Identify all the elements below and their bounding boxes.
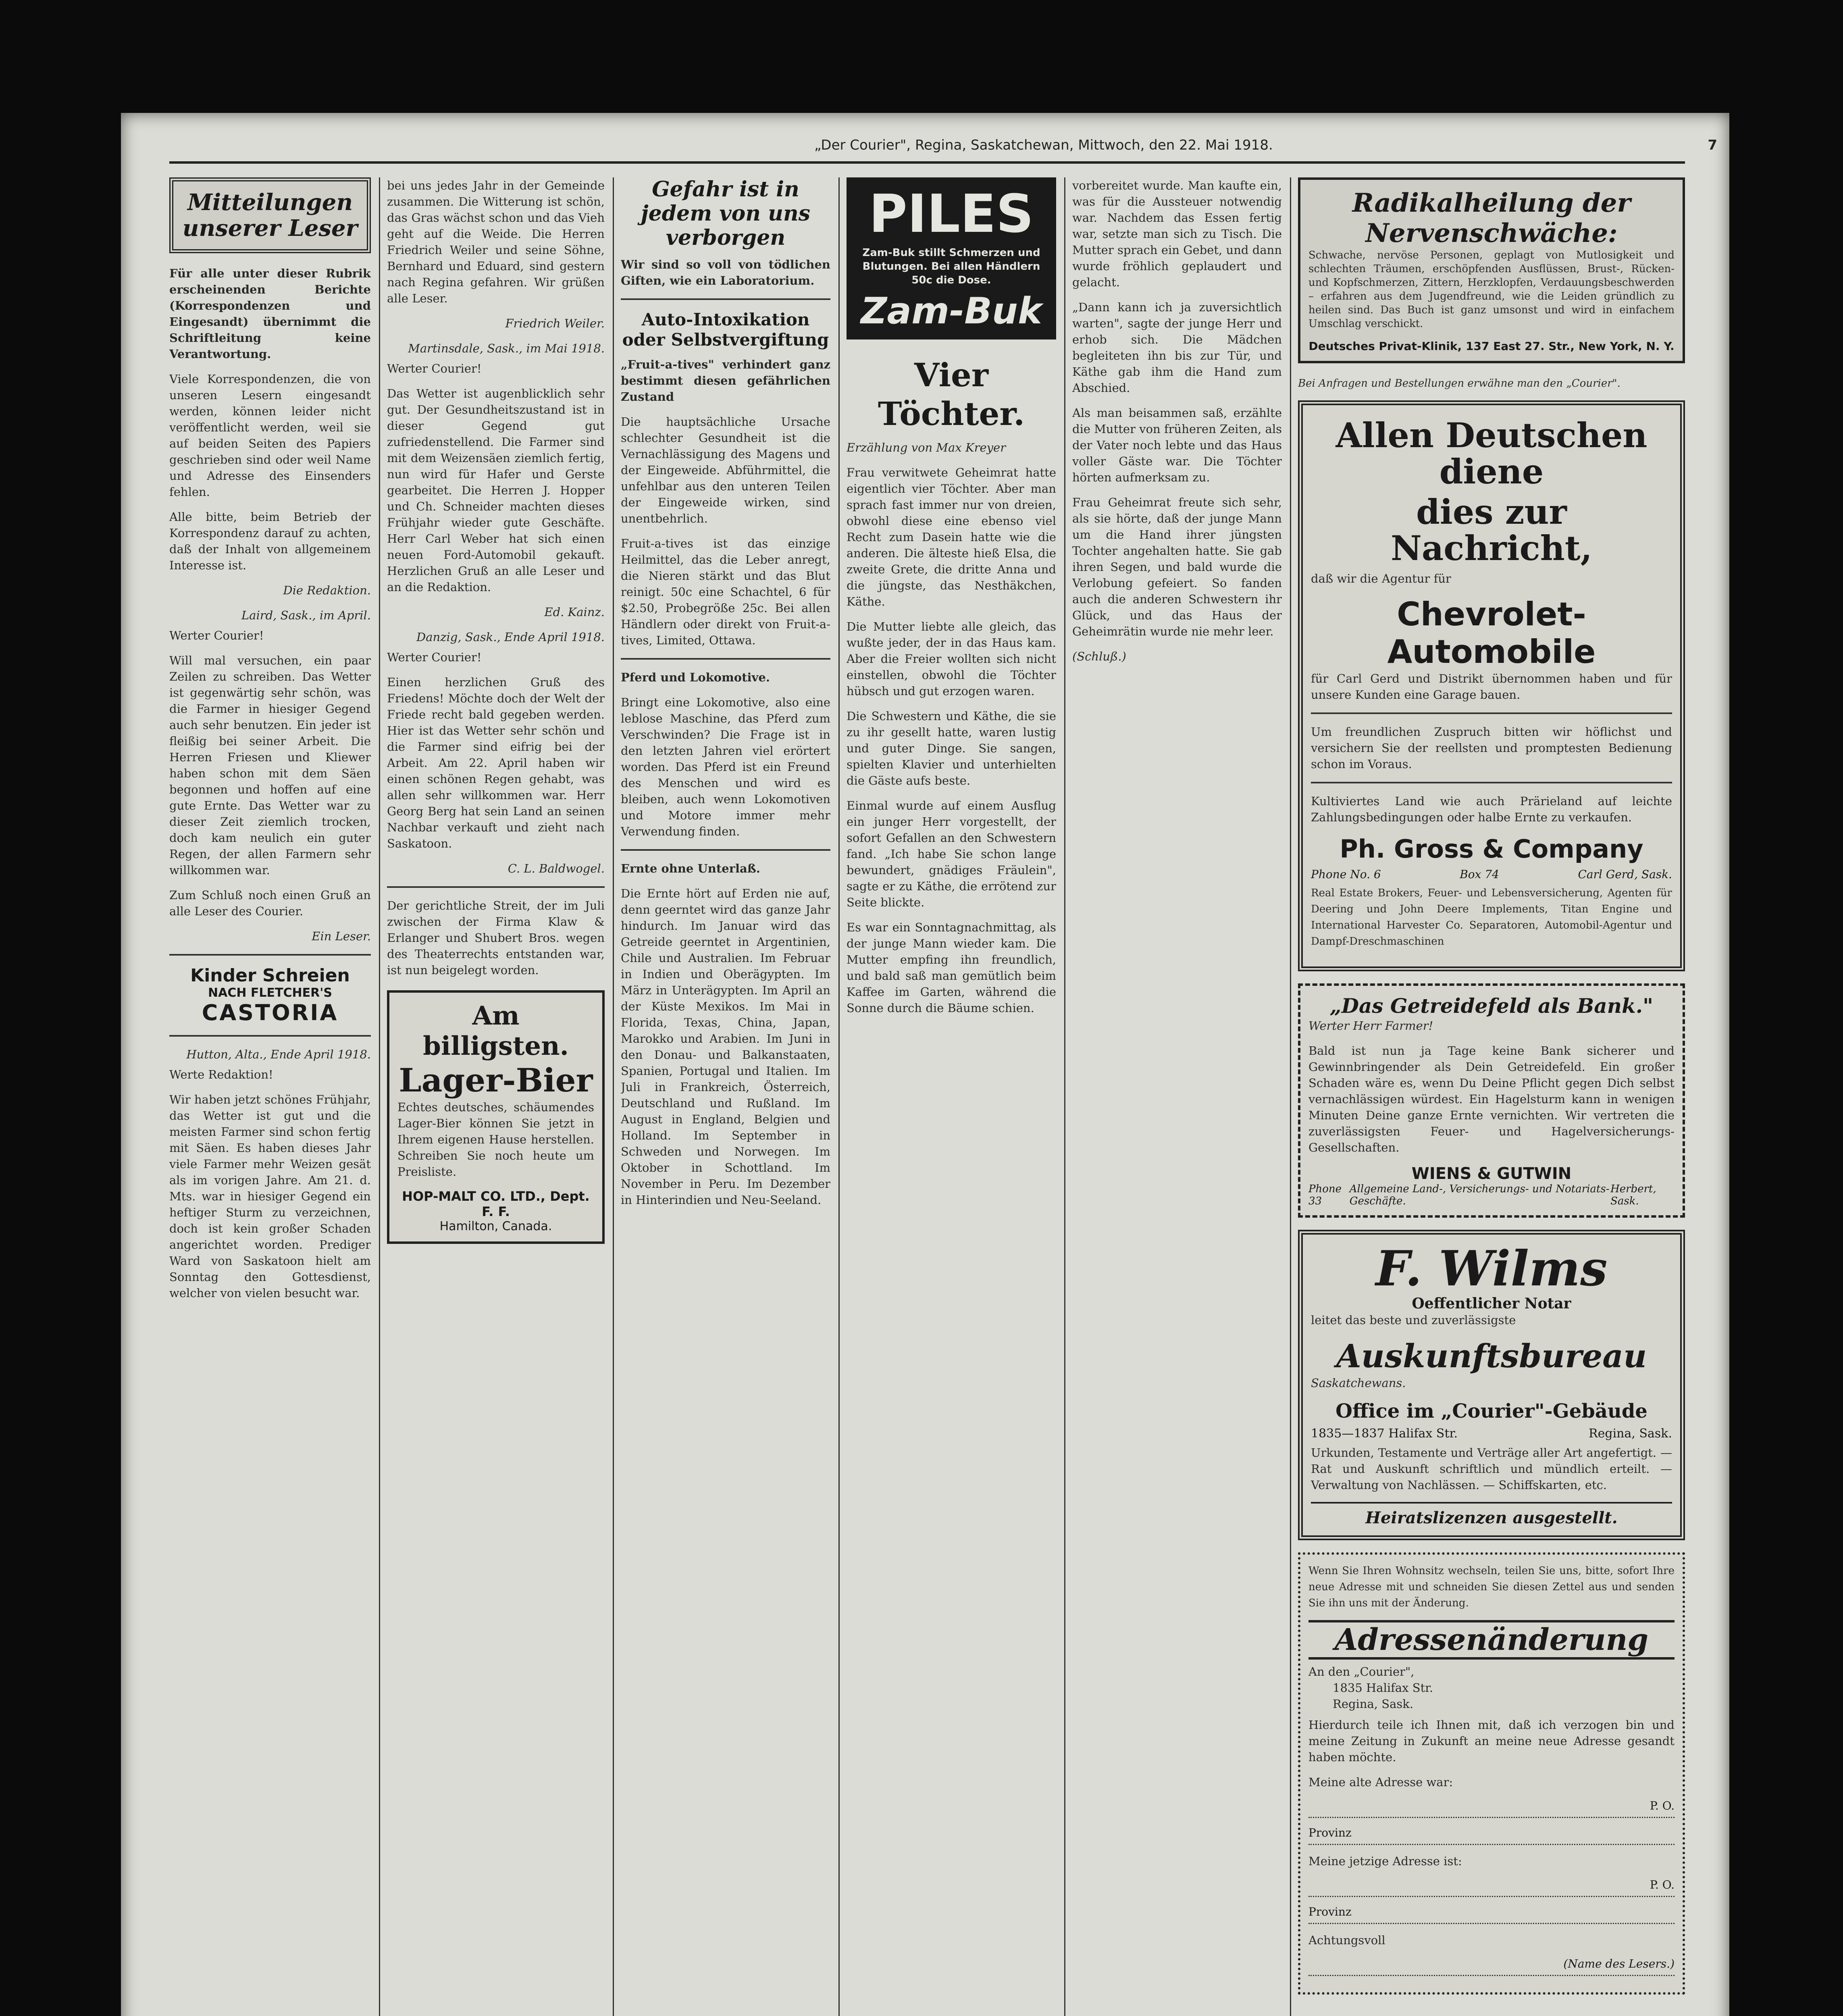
chevrolet-line4: für Carl Gerd und Distrikt übernommen haben und für unsere Kunden eine Garage bauen. (1311, 672, 1672, 702)
getreide-ad (1298, 983, 1685, 1218)
new-province-label: Provinz (1308, 1905, 1352, 1918)
letter-a-text: Das Wetter ist augenblicklich sehr gut. Der Gesundheitszustand ist in dieser Gegend gut zufriedenstellend. Die Farmer sind mit dem Weizensäen ziemlich fertig, nun wird für Hafer und Gerste gearbeitet. Die Herren J. Hopper und Ch. Schneider machten dieses Frühjahr wieder gute Geschäfte. Herr Carl Weber hat sich einen neuen Ford-Automobil gekauft. Herzlichen Gruß an alle Leser und an die Redaktion. (387, 387, 605, 594)
story-p3: Die Schwestern und Käthe, die sie zu ihr gesellt hatte, waren lustig und guter Dinge. Sie sangen, spielten Klavier und unterhielten die Gäste aufs beste. (847, 709, 1056, 787)
horse-text: Bringt eine Lokomotive, also eine leblose Maschine, das Pferd zum Verschwinden? Die Frage ist in den letzten Jahren viel erörtert worden. Das Pferd ist ein Freund des Menschen und wird es bleiben, auch wenn Lokomotiven und Motore immer mehr Verwendung finden. (621, 696, 830, 838)
chevrolet-line6: Kultiviertes Land wie auch Prärieland auf leichte Zahlungsbedingungen oder halbe Ernte zu verkaufen. (1311, 794, 1672, 824)
piles-title: PILES (869, 183, 1034, 244)
castoria-line2: NACH FLETCHER'S (208, 986, 332, 1000)
radikal-text: Schwache, nervöse Personen, geplagt von Mutlosigkeit und schlechten Träumen, erschöpfenden Ausflüssen, Brust-, Rücken- und Kopfschmerzen, Zittern, Herzklopfen, Verdauungsbeschwerden – erfahren aus dem Jugendfreund, wie die Leiden gründlich zu heilen sind. Das Buch ist ganz umsonst und wird in einfachem Umschlag verschickt. (1308, 249, 1675, 330)
address-to-city: Regina, Sask. (1333, 1697, 1414, 1711)
letter-b-salutation: Werter Courier! (387, 650, 482, 664)
wilms-address-row (1311, 1427, 1672, 1441)
reader-name-label: (Name des Lesers.) (1563, 1957, 1675, 1970)
wiens-desc: Allgemeine Land-, Versicherungs- und Notariats-Geschäfte. (1349, 1183, 1610, 1207)
new-po-label: P. O. (1650, 1878, 1675, 1891)
story-cont4: Frau Geheimrat freute sich sehr, als sie hörte, daß der junge Mann um die Hand ihrer jüngsten Tochter angehalten hatte. Sie gab ihren Segen, und bald wurde die Verlobung gefeiert. So fanden auch die anderen Schwestern ihr Glück, und das Haus der Geheimrätin wurde nie mehr leer. (1072, 496, 1282, 638)
column-6 (1298, 177, 1685, 2016)
divider (169, 954, 371, 956)
column-rule (838, 177, 840, 2016)
wiens-company: WIENS & GUTWIN (1411, 1164, 1572, 1183)
address-regards: Achtungsvoll (1308, 1933, 1385, 1947)
header-title: „Der Courier", Regina, Saskatchewan, Mittwoch, den 22. Mai 1918. (814, 137, 1273, 153)
radikal-note: Bei Anfragen und Bestellungen erwähne man den „Courier". (1298, 377, 1620, 389)
column-rule (1290, 177, 1291, 2016)
radikal-heading (1308, 188, 1675, 248)
radikal-title1: Radikalheilung der (1352, 188, 1631, 218)
address-to: An den „Courier", (1308, 1665, 1414, 1679)
column-rule (1064, 177, 1065, 2016)
chevrolet-line2: dies zur Nachricht, (1391, 492, 1592, 568)
wiens-contact (1308, 1183, 1675, 1207)
court-text: Der gerichtliche Streit, der im Juli zwischen der Firma Klaw & Erlanger und Shubert Bros. wegen des Theaterrechts entstanden war, ist nun beigelegt worden. (387, 899, 605, 977)
chevrolet-brand: Chevrolet-Automobile (1387, 596, 1596, 671)
castoria-ad (169, 965, 371, 1025)
letter-cont: bei uns jedes Jahr in der Gemeinde zusammen. Die Witterung ist schön, das Gras wächst schon und das Vieh geht auf die Weide. Die Herren Friedrich Weiler und seine Söhne, Bernhard und Eduard, sind gestern nach Regina gefahren. Wir grüßen alle Leser. (387, 179, 605, 305)
wilms-licenses: Heiratslizenzen ausgestellt. (1311, 1502, 1672, 1527)
letter-a-place: Martinsdale, Sask., im Mai 1918. (408, 342, 605, 355)
address-title: Adressenänderung (1308, 1620, 1675, 1660)
deck-danger: Wir sind so voll von tödlichen Giften, wie ein Laboratorium. (621, 258, 830, 287)
letter-b-text: Einen herzlichen Gruß des Friedens! Möchte doch der Welt der Friede recht bald gegeben werden. Hier ist das Wetter sehr schön und die Farmer sind eifrig bei der Arbeit. Am 22. April haben wir einen schönen Regen gehabt, was allen sehr willkommen war. Herr Georg Berg hat sein Land an seinen Nachbar verkauft und zieht nach Saskatoon. (387, 675, 605, 850)
gross-contact (1311, 868, 1672, 881)
column-rule (379, 177, 380, 2016)
autointox-text2: Fruit-a-tives ist das einzige Heilmittel, das die Leber anregt, die Nieren stärkt und das Blut reinigt. 50c eine Schachtel, 6 für $2.50, Probegröße 25c. Bei allen Händlern oder direkt von Fruit-a-tives, Limited, Ottawa. (621, 537, 830, 647)
gross-company: Ph. Gross & Company (1340, 834, 1643, 864)
gross-city: Carl Gerd, Sask. (1578, 868, 1672, 881)
wiens-phone: Phone 33 (1308, 1183, 1342, 1207)
letter2-place: Hutton, Alta., Ende April 1918. (186, 1048, 371, 1061)
getreide-title: „Das Getreidefeld als Bank." (1329, 994, 1654, 1018)
old-province-field[interactable] (1308, 1826, 1675, 1845)
lager-company: HOP-MALT CO. LTD., Dept. F. F. (402, 1189, 590, 1219)
rubric-p1: Viele Korrespondenzen, die von unseren Lesern eingesandt werden, können leider nicht veröffentlicht werden, weil sie auf beiden Seiten des Papiers geschrieben sind oder weil Name und Adresse des Einsenders fehlen. (169, 372, 371, 499)
rubric-p2: Alle bitte, beim Betrieb der Korrespondenz darauf zu achten, daß der Inhalt von allgemeinem Interesse ist. (169, 510, 371, 572)
lager-bier-ad (387, 990, 605, 1244)
letter-b-place: Danzig, Sask., Ende April 1918. (416, 630, 605, 644)
header-rule (169, 161, 1685, 164)
old-province-label: Provinz (1308, 1826, 1352, 1839)
letter2-text: Wir haben jetzt schönes Frühjahr, das Wetter ist gut und die meisten Farmer sind schon fertig mit Säen. Es haben dieses Jahr viele Farmer mehr Weizen gesät als im vorigen Jahre. Am 21. d. Mts. war in hiesiger Gegend ein heftiger Sturm zu verzeichnen, doch ist kein großer Schaden angerichtet worden. Prediger Ward von Saskatoon hielt am Sonntag den Gottesdienst, welcher von vielen besucht war. (169, 1093, 371, 1300)
section-harvest: Ernte ohne Unterlaß. (621, 862, 760, 875)
story-byline: Erzählung von Max Kreyer (847, 441, 1006, 454)
getreide-salutation: Werter Herr Farmer! (1308, 1019, 1433, 1033)
page-header (121, 129, 1729, 161)
piles-ad (847, 177, 1056, 339)
deck-autointox: „Fruit-a-tives" verhindert ganz bestimmt diesen gefährlichen Zustand (621, 358, 830, 404)
story-p1: Frau verwitwete Geheimrat hatte eigentlich vier Töchter. Aber man sprach fast immer nur von dreien, obwohl diese eine ebenso viel Recht zum Dasein hatte wie die anderen. Die älteste hieß Elsa, die zweite Grete, die dritte Anna und die jüngste, das Nesthäkchen, Käthe. (847, 466, 1056, 608)
wilms-title: Oeffentlicher Notar (1412, 1295, 1571, 1312)
divider (169, 1035, 371, 1037)
story-cont2: „Dann kann ich ja zuversichtlich warten", sagte der junge Herr und erhob sich. Die Mädchen begleiteten ihn bis zur Tür, und Käthe gab ihm die Hand zum Abschied. (1072, 300, 1282, 395)
letter2-salutation: Werte Redaktion! (169, 1068, 273, 1081)
divider (387, 886, 605, 888)
castoria-line1: Kinder Schreien (190, 965, 350, 986)
column-4 (847, 177, 1056, 2016)
new-po-field[interactable] (1308, 1878, 1675, 1897)
divider (1311, 712, 1672, 714)
column-3 (621, 177, 830, 2016)
story-cont1: vorbereitet wurde. Man kaufte ein, was für die Aussteuer notwendig war. Nachdem das Essen fertig war, setzte man sich zu Tisch. Die Mutter sprach ein Gebet, und dann wurde fröhlich geplaudert und gelacht. (1072, 179, 1282, 289)
gross-services: Real Estate Brokers, Feuer- und Lebensversicherung, Agenten für Deering und John Deere Implements, Titan Engine und International Harvester Co. Separatoren, Automobil-Agentur und Dampf-Dreschmaschinen (1311, 887, 1672, 948)
story-p5: Es war ein Sonntagnachmittag, als der junge Mann wieder kam. Die Mutter empfing ihn freundlich, und bald saß man gemütlich beim Kaffee im Garten, während die Sonne durch die Bäume schien. (847, 921, 1056, 1015)
radikal-title2: Nervenschwäche: (1365, 218, 1618, 248)
old-po-field[interactable] (1308, 1799, 1675, 1818)
wilms-office: Office im „Courier"-Gebäude (1335, 1400, 1647, 1422)
rubric-signoff: Die Redaktion. (283, 583, 371, 597)
lager-text: Echtes deutsches, schäumendes Lager-Bier können Sie jetzt in Ihrem eigenen Hause herstellen. Schreiben Sie noch heute um Preisliste. (397, 1100, 594, 1179)
chevrolet-ad (1298, 400, 1685, 971)
wilms-services: Urkunden, Testamente und Verträge aller Art angefertigt. — Rat und Auskunft schriftlich und mündlich erteilt. — Verwaltung von Nachlässen. — Schiffskarten, etc. (1311, 1446, 1672, 1492)
letter1-place: Laird, Sask., im April. (241, 608, 371, 622)
headline-danger: Gefahr ist in jedem von uns verborgen (641, 177, 811, 250)
letter1-text: Will mal versuchen, ein paar Zeilen zu schreiben. Das Wetter ist gegenwärtig sehr schön, was die Farmer in hiesiger Gegend auch sehr benutzen. Ein jeder ist fleißig bei seiner Arbeit. Die Herren Friesen und Kliewer haben schon mit dem Säen begonnen und hoffen auf eine gute Ernte. Das Wetter war zu dieser Zeit ziemlich trocken, doch kam neulich ein guter Regen, der allen Farmern sehr willkommen war. (169, 654, 371, 877)
rubric-intro: Für alle unter dieser Rubrik erscheinenden Berichte (Korrespondenzen und Eingesandt) übernimmt die Schriftleitung keine Verantwortung. (169, 267, 371, 361)
newspaper-page (121, 113, 1729, 2016)
letter1-salutation: Werter Courier! (169, 629, 264, 642)
story-p2: Die Mutter liebte alle gleich, das wußte jeder, der in das Haus kam. Aber die Freier wollten sich nicht einstellen, obwohl die Töchter hübsch und gut erzogen waren. (847, 620, 1056, 698)
lager-city: Hamilton, Canada. (439, 1219, 552, 1233)
address-change-form (1298, 1552, 1685, 1995)
autointox-text1: Die hauptsächliche Ursache schlechter Gesundheit ist die Vernachlässigung des Magens und der Eingeweide. Abführmittel, die unfehlbar aus den unteren Teilen der Eingeweide wirken, sind unentbehrlich. (621, 415, 830, 525)
wilms-bureau: Auskunftsbureau (1336, 1337, 1647, 1375)
page-number: 7 (1708, 137, 1717, 153)
piles-text: Zam-Buk stillt Schmerzen und Blutungen. Bei allen Händlern 50c die Dose. (862, 247, 1040, 286)
wilms-ad (1298, 1230, 1685, 1540)
gross-box: Box 74 (1460, 868, 1499, 881)
radikal-ad (1298, 177, 1685, 363)
column-5 (1072, 177, 1282, 2016)
wiens-city: Herbert, Sask. (1610, 1183, 1656, 1207)
new-address-label: Meine jetzige Adresse ist: (1308, 1854, 1462, 1868)
lager-title2: Lager-Bier (399, 1061, 593, 1099)
letter-a-signature: Friedrich Weiler. (505, 317, 605, 330)
new-province-field[interactable] (1308, 1905, 1675, 1924)
chevrolet-line1: Allen Deutschen diene (1335, 415, 1647, 492)
headline-autointox: Auto-Intoxikation oder Selbstvergiftung (622, 310, 829, 350)
section-horse: Pferd und Lokomotive. (621, 671, 770, 684)
address-body: Hierdurch teile ich Ihnen mit, daß ich verzogen bin und meine Zeitung in Zukunft an meine neue Adresse gesandt haben möchte. (1308, 1718, 1675, 1764)
wilms-line1: leitet das beste und zuverlässigste (1311, 1313, 1516, 1327)
divider (1311, 782, 1672, 783)
readers-banner: Mitteilungen unserer Leser (169, 177, 371, 253)
wilms-city: Regina, Sask. (1589, 1427, 1672, 1441)
wilms-line2: Saskatchewans. (1311, 1376, 1406, 1390)
story-end: (Schluß.) (1072, 650, 1126, 663)
divider (621, 849, 830, 851)
story-p4: Einmal wurde auf einem Ausflug ein junger Herr vorgestellt, der sofort Gefallen an den Schwestern fand. „Ich habe Sie schon lange bewundert, gnädiges Fräulein", sagte er zu Käthe, die errötend zur Seite blickte. (847, 799, 1056, 909)
story-title: Vier Töchter. (878, 356, 1025, 433)
radikal-address: Deutsches Privat-Klinik, 137 East 27. Str., New York, N. Y. (1308, 339, 1675, 353)
letter1-text-b: Zum Schluß noch einen Gruß an alle Leser des Courier. (169, 888, 371, 918)
reader-name-field[interactable] (1308, 1957, 1675, 1976)
gross-phone: Phone No. 6 (1311, 868, 1381, 881)
address-to-street: 1835 Halifax Str. (1333, 1681, 1433, 1695)
letter-a-salutation: Werter Courier! (387, 362, 482, 375)
divider (621, 298, 830, 300)
castoria-brand: CASTORIA (202, 1000, 339, 1025)
letter-c-signature: C. L. Baldwogel. (508, 862, 605, 875)
zambuk-brand: Zam-Buk (861, 290, 1042, 332)
old-po-label: P. O. (1650, 1799, 1675, 1812)
lager-title1: Am billigsten. (423, 1001, 569, 1061)
wilms-address: 1835—1837 Halifax Str. (1311, 1427, 1458, 1441)
wilms-name: F. Wilms (1375, 1240, 1608, 1297)
letter-b-signature: Ed. Kainz. (544, 605, 605, 619)
story-cont3: Als man beisammen saß, erzählte die Mutter von früheren Zeiten, als der Vater noch lebte und das Haus voller Gäste war. Die Töchter hörten aufmerksam zu. (1072, 406, 1282, 484)
column-2 (387, 177, 605, 2016)
column-1 (169, 177, 371, 2016)
column-rule (613, 177, 614, 2016)
chevrolet-line3: daß wir die Agentur für (1311, 572, 1451, 585)
chevrolet-line5: Um freundlichen Zuspruch bitten wir höflichst und versichern Sie der reellsten und promptesten Bedienung schon im Voraus. (1311, 725, 1672, 771)
harvest-text: Die Ernte hört auf Erden nie auf, denn geerntet wird das ganze Jahr hindurch. Im Januar wird das Getreide geerntet in Argentinien, Chile und Australien. Im Februar in Indien und Oberägypten. Im März in Unterägypten. Im April an der Küste Mexikos. Im Mai in Florida, Texas, China, Japan, Marokko und Arabien. Im Juni in den Donau- und Balkanstaaten, Spanien, Portugal und Italien. Im Juli in Frankreich, Österreich, Deutschland und Rußland. Im August in England, Belgien und Holland. Im September in Schweden und Norwegen. Im Oktober in Schottland. Im November in Peru. Im Dezember in Hinterindien und Neu-Seeland. (621, 887, 830, 1207)
address-intro: Wenn Sie Ihren Wohnsitz wechseln, teilen Sie uns, bitte, sofort Ihre neue Adresse mit und schneiden Sie diesen Zettel aus und senden Sie ihn uns mit der Änderung. (1308, 1565, 1675, 1609)
letter1-signature: Ein Leser. (312, 929, 371, 943)
divider (621, 658, 830, 660)
getreide-text: Bald ist nun ja Tage keine Bank sicherer und Gewinnbringender als Dein Getreidefeld. Ein großer Schaden wäre es, wenn Du Deine Pflicht gegen Dich selbst vernachlässigen würdest. Ein Hagelsturm kann in wenigen Minuten Deine ganze Ernte vernichten. Wir vertreten die zuverlässigsten Feuer- und Hagelversicherungs-Gesellschaften. (1308, 1044, 1675, 1154)
old-address-label: Meine alte Adresse war: (1308, 1775, 1453, 1789)
